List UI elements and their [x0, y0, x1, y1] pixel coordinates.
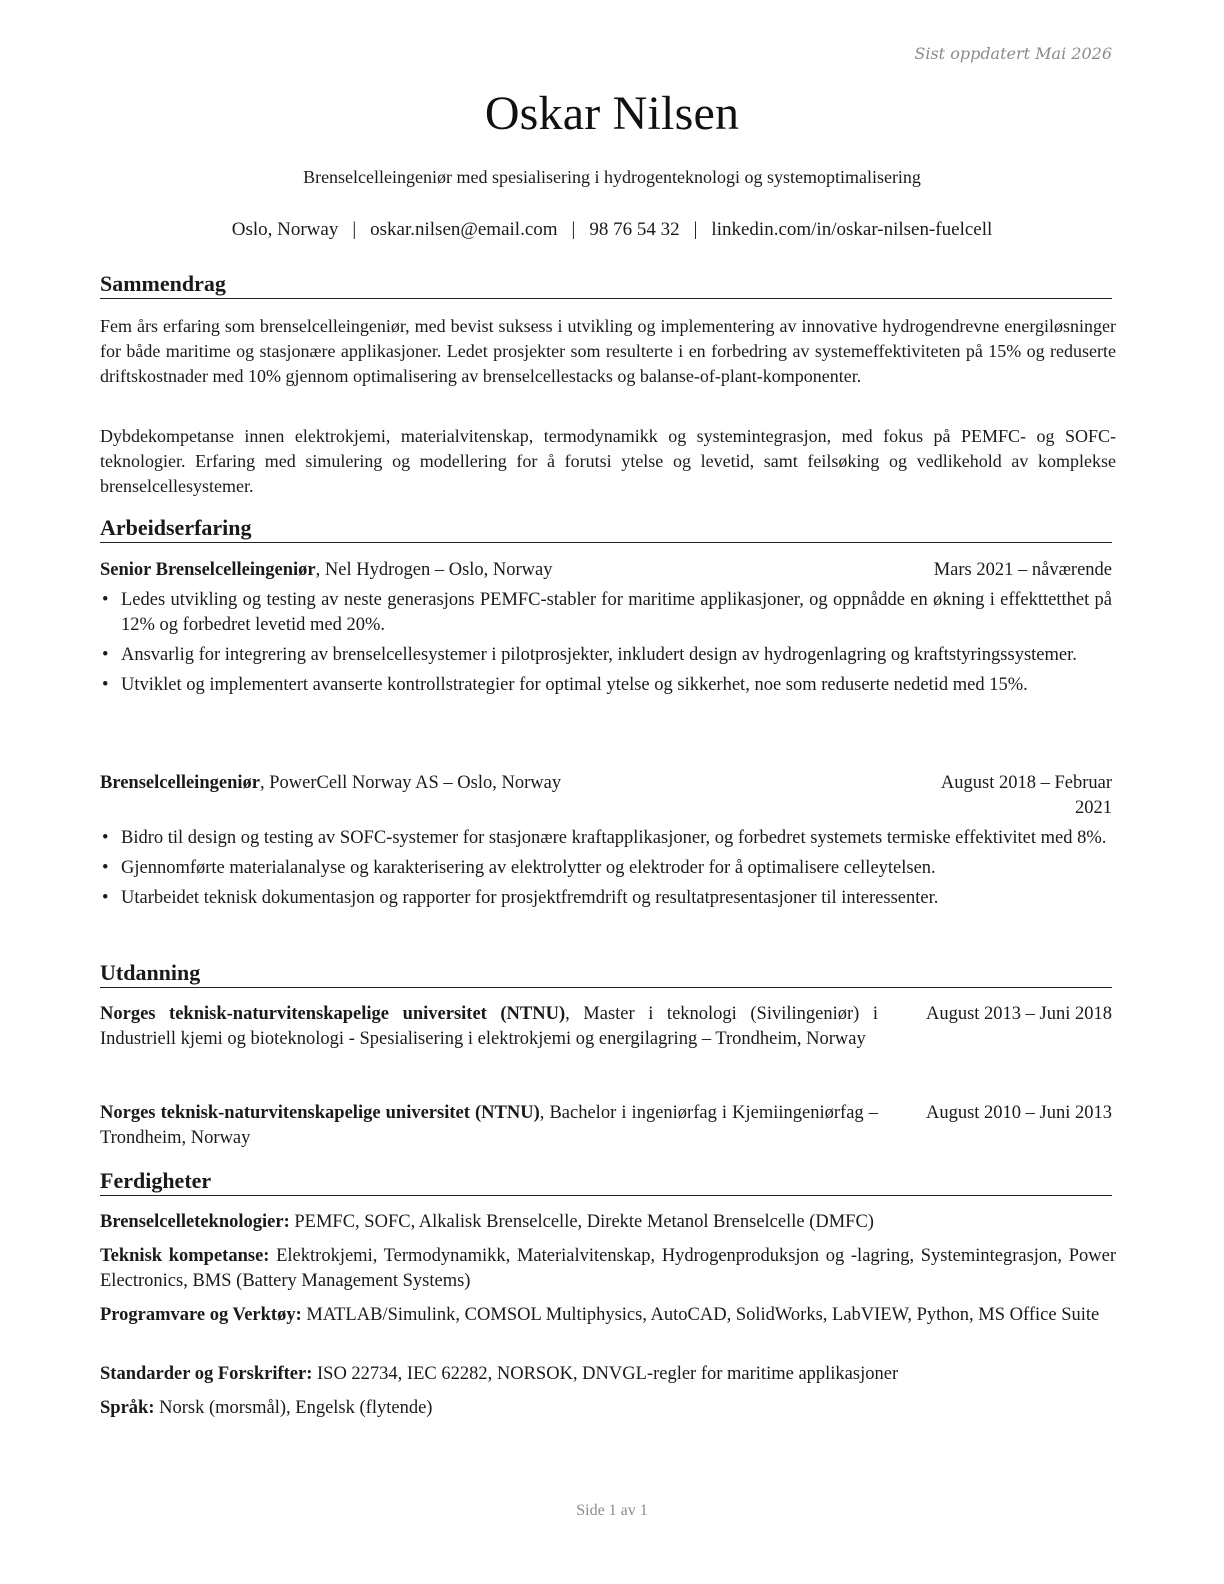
summary-paragraph: Dybdekompetanse innen elektrokjemi, materialvitenskap, termodynamikk og systemintegrasjon, med fokus på PEMFC- og SOFC-teknologier. Erfaring med simulering og modellering for å forutsi ytelse og levetid, samt feilsøking og vedlikehold av komplekse brenselcellesystemer. [100, 426, 1116, 496]
skill-value: Norsk (morsmål), Engelsk (flytende) [154, 1398, 433, 1418]
education-item [100, 1101, 1112, 1151]
job-header [100, 558, 1112, 583]
skill-row [100, 1396, 1116, 1421]
education-detail: , Master i teknologi (Sivilingeniør) i Industriell kjemi og bioteknologi - Spesialisering i elektrokjemi og energilagring – Trondheim, Norway [100, 1004, 878, 1049]
job-bullets [100, 826, 1112, 916]
job-bullets [100, 588, 1112, 703]
candidate-name: Oskar Nilsen [484, 87, 740, 140]
skill-value: MATLAB/Simulink, COMSOL Multiphysics, AutoCAD, SolidWorks, LabVIEW, Python, MS Office Suite [301, 1305, 1100, 1325]
education-school: Norges teknisk-naturvitenskapelige universitet (NTNU) [100, 1103, 540, 1123]
contact-separator: | [571, 219, 576, 240]
skill-value: Elektrokjemi, Termodynamikk, Materialvitenskap, Hydrogenproduksjon og -lagring, Systemintegrasjon, Power Electronics, BMS (Battery Management Systems) [100, 1246, 1116, 1291]
education-detail: , Bachelor i ingeniørfag i Kjemiingeniørfag – Trondheim, Norway [100, 1103, 879, 1148]
summary-paragraph: Fem års erfaring som brenselcelleingeniør, med bevist suksess i utvikling og implementering av innovative hydrogendrevne energiløsninger for både maritime og stasjonære applikasjoner. Ledet prosjekter som resulterte i en forbedring av systemeffektiviteten på 15% og reduserte driftskostnader med 10% gjennom optimalisering av brenselcellestacks og balanse-of-plant-komponenter. [100, 316, 1116, 386]
contact-separator: | [693, 219, 698, 240]
job-org: , Nel Hydrogen – Oslo, Norway [315, 560, 553, 580]
page-number: Side 1 av 1 [576, 1502, 648, 1519]
contact-separator: | [352, 219, 357, 240]
skill-value: ISO 22734, IEC 62282, NORSOK, DNVGL-regler for maritime applikasjoner [312, 1364, 899, 1384]
job-bullet: • Bidro til design og testing av SOFC-systemer for stasjonære kraftapplikasjoner, og forbedret systemets termiske effektivitet med 8%. [100, 826, 1112, 851]
skill-label: Brenselcelleteknologier: [100, 1212, 290, 1232]
job-date [941, 771, 1112, 821]
job-header [100, 771, 1112, 818]
job-bullet: • Ledes utvikling og testing av neste generasjons PEMFC-stabler for maritime applikasjoner, og oppnådde en økning i effekttetthet på 12% og forbedret levetid med 20%. [100, 588, 1112, 638]
skill-row [100, 1362, 1116, 1387]
skill-row [100, 1244, 1116, 1294]
education-school: Norges teknisk-naturvitenskapelige universitet (NTNU) [100, 1004, 566, 1024]
job-date-line: 2021 [1075, 798, 1112, 818]
job-bullet: • Ansvarlig for integrering av brenselcellesystemer i pilotprosjekter, inkludert design av hydrogenlagring og kraftstyringssystemer. [100, 643, 1112, 668]
job-role: Brenselcelleingeniør [100, 773, 260, 793]
contact-location: Oslo, Norway [231, 219, 339, 240]
contact-line [0, 219, 1224, 241]
section-title-skills: Ferdigheter [100, 1168, 1112, 1196]
job-role: Senior Brenselcelleingeniør [100, 560, 316, 580]
job-bullet: • Utarbeidet teknisk dokumentasjon og rapporter for prosjektfremdrift og resultatpresentasjoner til interessenter. [100, 886, 1112, 911]
skill-row [100, 1303, 1116, 1328]
skill-label: Språk: [100, 1398, 155, 1418]
education-item [100, 1002, 1112, 1052]
section-title-experience: Arbeidserfaring [100, 515, 1112, 543]
skill-label: Standarder og Forskrifter: [100, 1364, 313, 1384]
section-title-summary: Sammendrag [100, 271, 1112, 299]
job-date-line: August 2018 – Februar [940, 773, 1112, 793]
education-date: August 2013 – Juni 2018 [925, 1004, 1112, 1024]
job-bullet: • Utviklet og implementert avanserte kontrollstrategier for optimal ytelse og sikkerhet, noe som reduserte nedetid med 15%. [100, 673, 1112, 698]
contact-phone: 98 76 54 32 [589, 219, 680, 240]
section-title-education: Utdanning [100, 960, 1112, 988]
contact-linkedin[interactable]: linkedin.com/in/oskar-nilsen-fuelcell [711, 219, 993, 240]
last-updated-text: Sist oppdatert Mai 2026 [914, 44, 1112, 63]
contact-email[interactable]: oskar.nilsen@email.com [370, 219, 558, 240]
candidate-tagline: Brenselcelleingeniør med spesialisering i hydrogenteknologi og systemoptimalisering [303, 167, 921, 187]
job-org: , PowerCell Norway AS – Oslo, Norway [259, 773, 562, 793]
job-date: Mars 2021 – nåværende [933, 560, 1112, 580]
job-bullet: • Gjennomførte materialanalyse og karakterisering av elektrolytter og elektroder for å optimalisere celleytelsen. [100, 856, 1112, 881]
skill-row [100, 1210, 1116, 1235]
education-date: August 2010 – Juni 2013 [925, 1103, 1112, 1123]
skill-label: Programvare og Verktøy: [100, 1305, 302, 1325]
skill-value: PEMFC, SOFC, Alkalisk Brenselcelle, Direkte Metanol Brenselcelle (DMFC) [289, 1212, 874, 1232]
skill-label: Teknisk kompetanse: [100, 1246, 270, 1266]
